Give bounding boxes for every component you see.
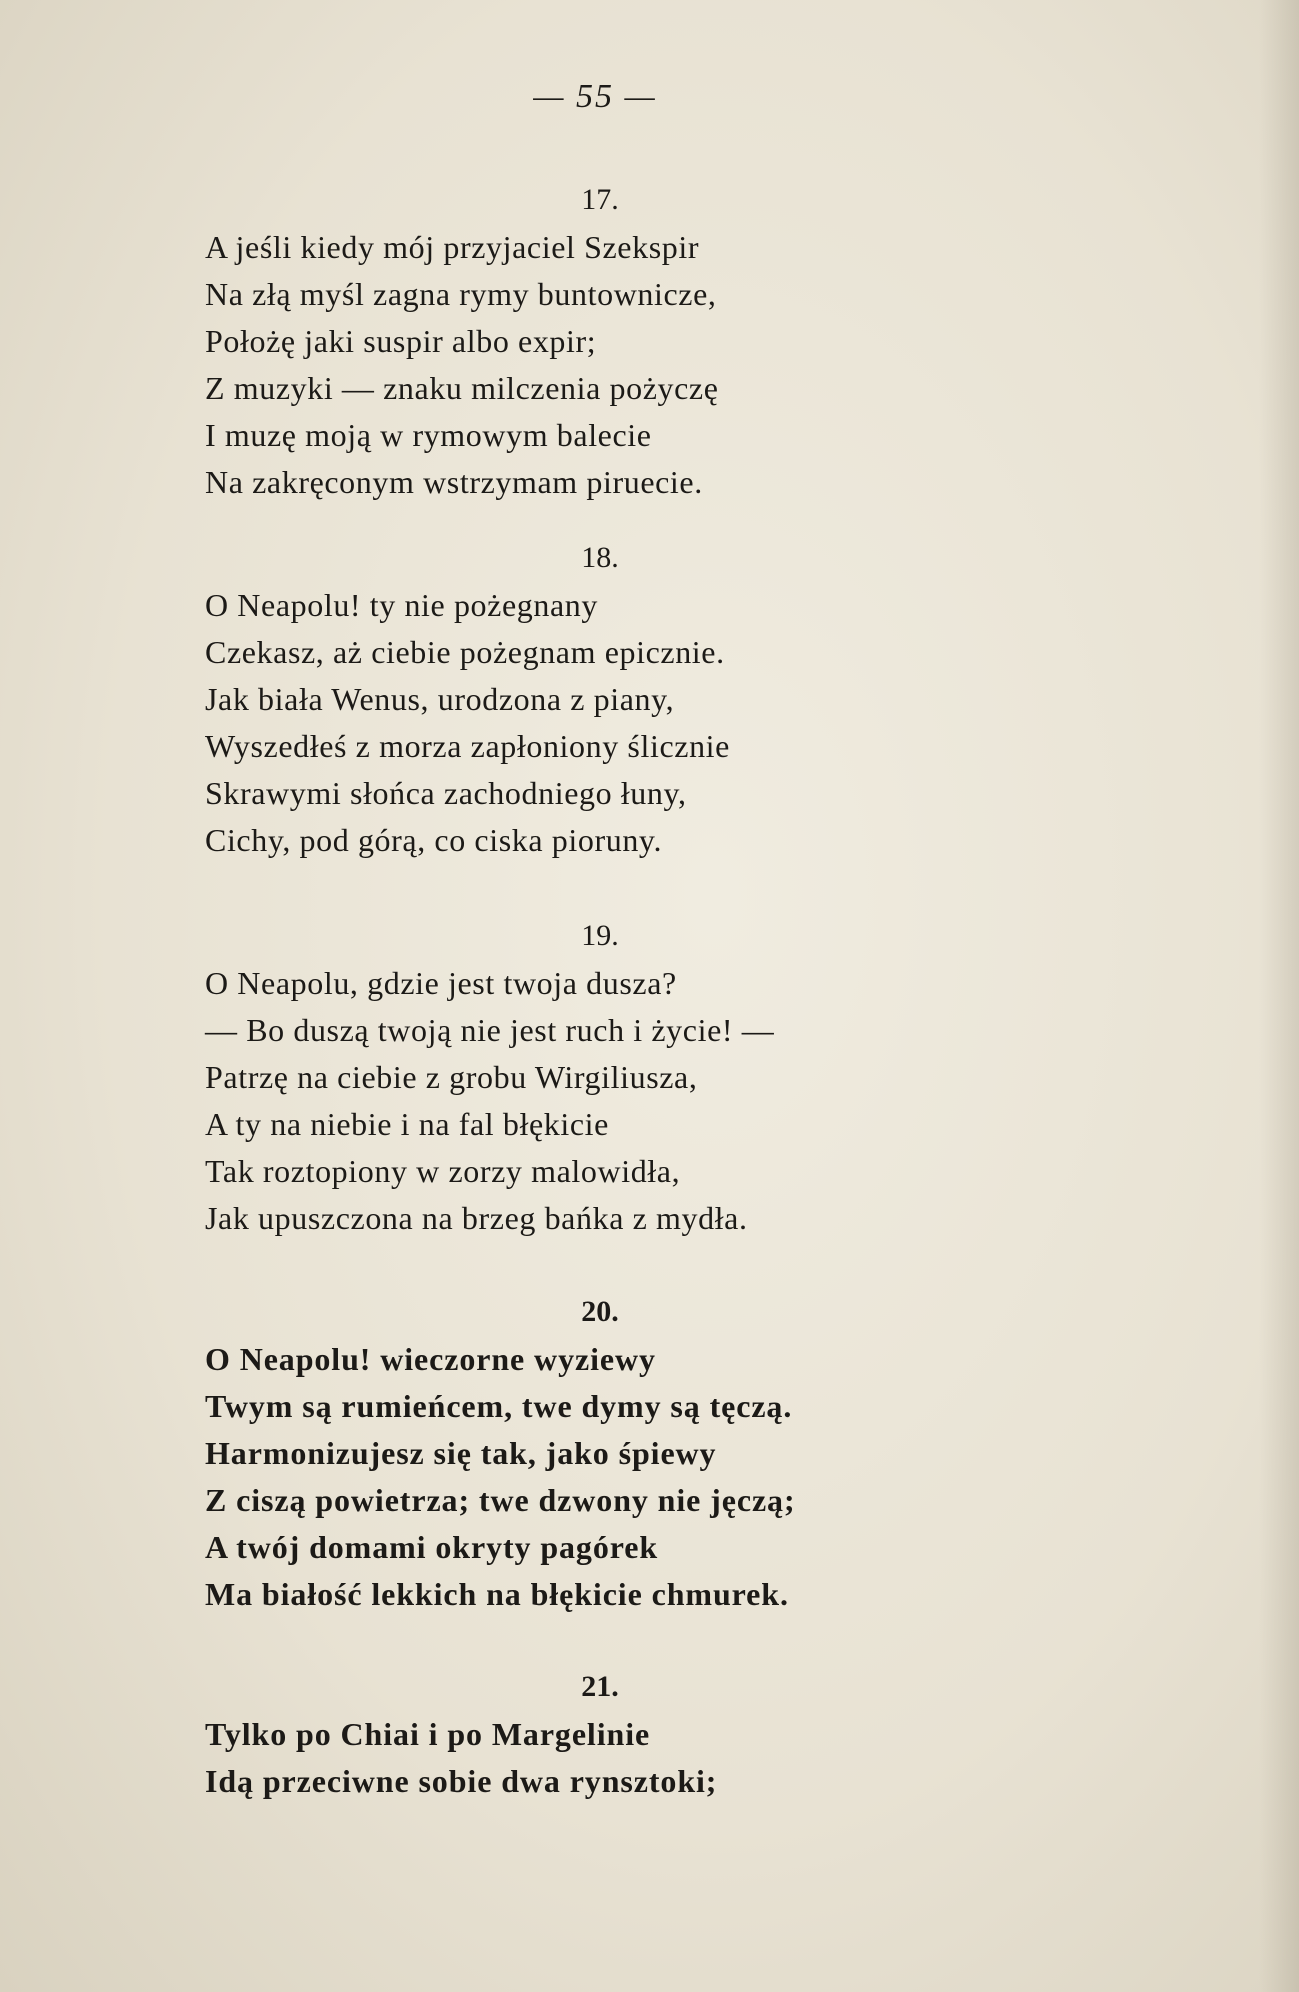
verse-line: Tak roztopiony w zorzy malowidła, <box>205 1153 681 1189</box>
verse-line: Ma białość lekkich na błękicie chmurek. <box>205 1576 789 1612</box>
verse-line: — Bo duszą twoją nie jest ruch i życie! — <box>205 1012 775 1048</box>
stanza-18 <box>205 536 1105 864</box>
verse-line: Na złą myśl zagna rymy buntownicze, <box>205 276 717 312</box>
verse-line: O Neapolu! ty nie pożegnany <box>205 587 598 623</box>
verse-line: A ty na niebie i na fal błękicie <box>205 1106 609 1142</box>
verse-line: Wyszedłeś z morza zapłoniony ślicznie <box>205 728 730 764</box>
verse-line: Cichy, pod górą, co ciska pioruny. <box>205 822 663 858</box>
verse-line: O Neapolu! wieczorne wyziewy <box>205 1341 656 1377</box>
verse-line: O Neapolu, gdzie jest twoja dusza? <box>205 965 677 1001</box>
verse-line: Twym są rumieńcem, twe dymy są tęczą. <box>205 1388 793 1424</box>
stanza-number: 17. <box>581 183 619 216</box>
stanza-20 <box>205 1290 1105 1618</box>
verse-line: A twój domami okryty pagórek <box>205 1529 659 1565</box>
stanza-number: 18. <box>581 541 619 574</box>
stanza-number: 19. <box>581 919 619 952</box>
stanza-21 <box>205 1665 1105 1805</box>
page-number: — 55 — <box>533 78 657 115</box>
verse-line: Położę jaki suspir albo expir; <box>205 323 597 359</box>
verse-line: Skrawymi słońca zachodniego łuny, <box>205 775 687 811</box>
verse-line: Idą przeciwne sobie dwa rynsztoki; <box>205 1763 718 1799</box>
stanza-19 <box>205 914 1105 1242</box>
stanza-17 <box>205 178 1105 506</box>
stanza-number: 20. <box>581 1295 619 1328</box>
verse-line: Jak upuszczona na brzeg bańka z mydła. <box>205 1200 748 1236</box>
verse-line: Jak biała Wenus, urodzona z piany, <box>205 681 675 717</box>
verse-line: Na zakręconym wstrzymam piruecie. <box>205 464 703 500</box>
verse-line: Z ciszą powietrza; twe dzwony nie jęczą; <box>205 1482 796 1518</box>
verse-line: A jeśli kiedy mój przyjaciel Szekspir <box>205 229 700 265</box>
verse-line: Harmonizujesz się tak, jako śpiewy <box>205 1435 717 1471</box>
stanza-number: 21. <box>581 1670 619 1703</box>
verse-line: Czekasz, aż ciebie pożegnam epicznie. <box>205 634 725 670</box>
page-edge-shadow <box>1259 0 1299 1992</box>
verse-line: Z muzyki — znaku milczenia pożyczę <box>205 370 719 406</box>
verse-line: Tylko po Chiai i po Margelinie <box>205 1716 651 1752</box>
verse-line: Patrzę na ciebie z grobu Wirgiliusza, <box>205 1059 698 1095</box>
verse-line: I muzę moją w rymowym balecie <box>205 417 652 453</box>
